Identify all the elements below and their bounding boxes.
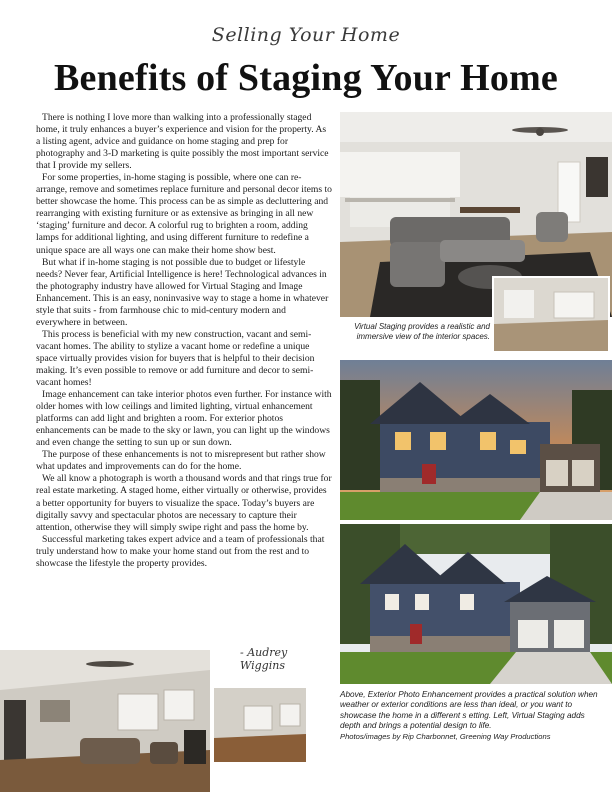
vacant-room-inset-photo <box>492 276 610 353</box>
vacant-family-room-inset-photo <box>214 688 306 762</box>
exterior-daytime-photo <box>340 524 612 684</box>
exterior-enhancement-caption <box>340 690 602 742</box>
article-body <box>36 112 332 570</box>
virtual-staging-family-room-photo <box>0 650 210 792</box>
article-paragraph: But what if in-home staging is not possible due to budget or lifestyle needs? Never fear, Artificial Intelligence is here! Technological advances in the photography industry have allowed for Virtual Staging and Image Enhancement. This is an easy, noninvasive way to stage a home in whatever style that suits - from farmhouse chic to mid-century modern and everywhere in between. <box>36 256 329 328</box>
author-signature: - Audrey Wiggins <box>240 646 288 672</box>
article-paragraph: For some properties, in-home staging is possible, where one can re-arrange, remove and sometimes replace furniture and personal decor items to better showcase the home. This process can be as simple as decluttering and rearranging with existing furniture or as extensive as bringing in all new ‘staging’ furniture and decor. A colorful rug to brighten a room, adding lamps for additional lighting, and using different furniture to redefine a unique space are all ways one can make their home show best. <box>36 172 332 256</box>
article-paragraph: Image enhancement can take interior photos even further. For instance with older homes with low ceilings and limited lighting, virtual enhancement platforms can add light and brighten a room. For exterior photos enhancements can be made to the sky or lawn, you can light up the windows and even change the setting to sun up or sun down. <box>36 389 332 449</box>
section-kicker: Selling Your Home <box>211 24 401 46</box>
photo-credit: Photos/images by Rip Charbonnet, Greening Way Productions <box>340 731 551 741</box>
article-paragraph: This process is beneficial with my new construction, vacant and semi-vacant homes. The ability to stylize a vacant home or redefine a unique space virtually provides vision for buyers that is helpful to their decision making. It’s even possible to remove or add furniture and decor to semi-vacant homes! <box>36 328 315 389</box>
exterior-enhanced-dusk-photo <box>340 360 612 520</box>
article-paragraph: There is nothing I love more than walking into a professionally staged home, it truly enhances a buyer’s experience and vision for the property. As a listing agent, advice and guidance on home staging and prep for photography and 3-D marketing is quite possibly the most important service that I provide my sellers. <box>36 112 329 172</box>
article-paragraph: We all know a photograph is worth a thousand words and that rings true for real estate marketing. A staged home, either virtually or otherwise, provides a better opportunity for buyers to visualize the space. Today’s buyers are digitally savvy and spectacular photos are necessary to capture their attention, otherwise they will simply swipe right and pass the home by. <box>36 473 332 533</box>
page-title: Benefits of Staging Your Home <box>53 57 558 99</box>
article-paragraph: Successful marketing takes expert advice and a team of professionals that truly understand how to make your home stand out from the rest and to showcase the lifestyle the property provides. <box>36 533 325 569</box>
virtual-staging-caption: Virtual Staging provides a realistic and immersive view of the interior spaces. <box>354 322 490 341</box>
article-paragraph: The purpose of these enhancements is not to misrepresent but rather show what updates and improvements can do for the home. <box>36 449 326 473</box>
exterior-caption-text: Above, Exterior Photo Enhancement provides a practical solution when weather or exterior conditions are less than ideal, or you want to showcase the home in a different s etting. Left, Virtual Staging adds depth and brings a potential design to life. <box>340 690 598 731</box>
